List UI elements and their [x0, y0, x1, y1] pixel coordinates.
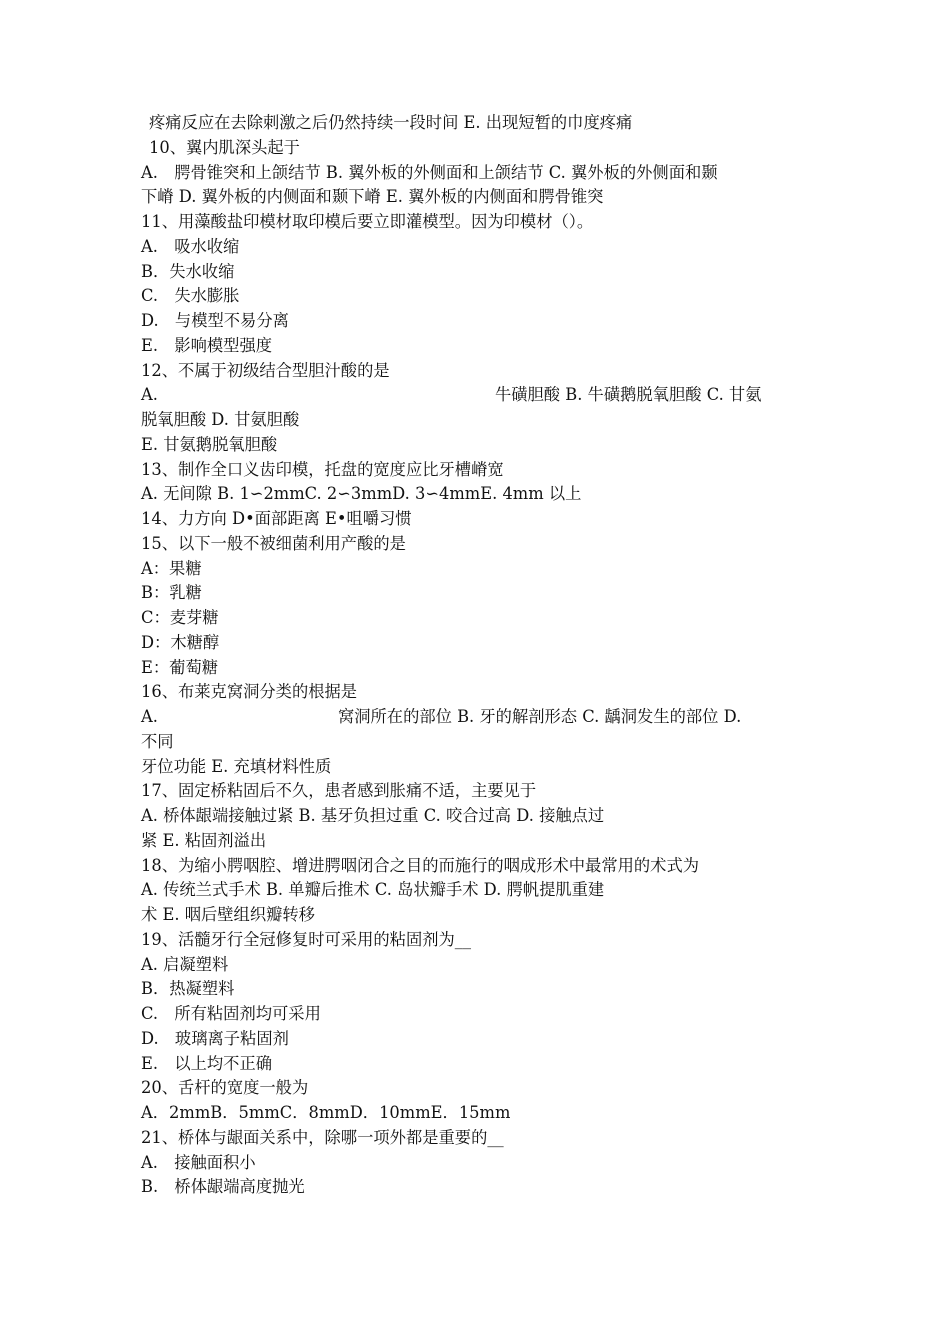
question-21-option-a: A. 接触面积小 [141, 1152, 256, 1172]
question-17-options: A. 桥体龈端接触过紧 B. 基牙负担过重 C. 咬合过高 D. 接触点过 [141, 806, 605, 825]
question-18-options-cont: 术 E. 咽后壁组织瓣转移 [141, 905, 315, 924]
question-19-option-d: D. 玻璃离子粘固剂 [141, 1028, 289, 1048]
question-20-title: 20、舌杆的宽度一般为 [141, 1078, 309, 1098]
question-12-option-e: E. 甘氨鹅脱氧胆酸 [141, 434, 278, 454]
question-15-title: 15、以下一般不被细菌利用产酸的是 [141, 533, 406, 553]
question-11-option-b: B．失水收缩 [141, 261, 235, 281]
question-10-title: 10、翼内肌深头起于 [149, 137, 300, 157]
question-19-option-a: A. 启凝塑料 [141, 954, 229, 974]
question-12-title: 12、不属于初级结合型胆汁酸的是 [141, 360, 390, 380]
option-text: 牛磺胆酸 B. 牛磺鹅脱氧胆酸 C. 甘氨 [494, 385, 762, 405]
question-13-title: 13、制作全口义齿印模，托盘的宽度应比牙槽嵴宽 [141, 459, 504, 479]
option-label: A. [141, 385, 158, 405]
question-18-title: 18、为缩小腭咽腔、增进腭咽闭合之目的而施行的咽成形术中最常用的术式为 [141, 855, 700, 875]
question-11-option-c: C. 失水膨胀 [141, 286, 240, 306]
question-11-title: 11、用藻酸盐印模材取印模后要立即灌模型。因为印模材（）。 [141, 212, 594, 231]
question-15-option-d: D：木糖醇 [141, 632, 220, 652]
document-page [141, 111, 811, 1200]
question-21-option-b: B. 桥体龈端高度抛光 [141, 1177, 305, 1197]
question-15-option-b: B：乳糖 [141, 583, 202, 603]
question-16-options-cont: 不同 [141, 731, 174, 751]
option-text: 窝洞所在的部位 B. 牙的解剖形态 C. 龋洞发生的部位 D. [337, 707, 742, 726]
question-17-options-cont: 紧 E. 粘固剂溢出 [141, 830, 267, 850]
question-19-title: 19、活髓牙行全冠修复时可采用的粘固剂为__ [141, 929, 472, 949]
question-10-options: A. 腭骨锥突和上颌结节 B. 翼外板的外侧面和上颌结节 C. 翼外板的外侧面和颞 [141, 162, 718, 182]
question-11-option-e: E. 影响模型强度 [141, 335, 273, 355]
question-16-options-cont2: 牙位功能 E. 充填材料性质 [141, 756, 332, 776]
question-13-options: A. 无间隙 B. 1∽2mmC. 2∽3mmD. 3∽4mmE. 4mm 以上 [141, 484, 582, 504]
question-17-title: 17、固定桥粘固后不久，患者感到胀痛不适，主要见于 [141, 781, 537, 801]
question-20-options: A．2mmB．5mmC．8mmD．10mmE．15mm [141, 1103, 511, 1122]
question-16-title: 16、布莱克窝洞分类的根据是 [141, 682, 358, 702]
question-19-option-c: C. 所有粘固剂均可采用 [141, 1004, 321, 1023]
question-19-option-e: E. 以上均不正确 [141, 1053, 273, 1073]
question-16-options [141, 705, 811, 730]
question-15-option-a: A：果糖 [141, 558, 202, 578]
question-19-option-b: B．热凝塑料 [141, 979, 235, 999]
question-18-options: A. 传统兰式手术 B. 单瓣后推术 C. 岛状瓣手术 D. 腭帆提肌重建 [141, 880, 605, 900]
text-line: 疼痛反应在去除刺激之后仍然持续一段时间 E. 出现短暂的巾度疼痛 [149, 113, 633, 132]
option-label: A. [141, 707, 158, 726]
question-11-option-a: A. 吸水收缩 [141, 236, 240, 256]
question-14-title: 14、力方向 D•面部距离 E•咀嚼习惯 [141, 509, 412, 528]
question-12-options [141, 383, 811, 408]
question-10-options-cont: 下嵴 D. 翼外板的内侧面和颞下嵴 E. 翼外板的内侧面和腭骨锥突 [141, 187, 604, 207]
question-15-option-c: C：麦芽糖 [141, 608, 219, 627]
question-21-title: 21、桥体与龈面关系中，除哪一项外都是重要的__ [141, 1127, 504, 1147]
question-11-option-d: D. 与模型不易分离 [141, 311, 289, 330]
question-15-option-e: E：葡萄糖 [141, 657, 219, 677]
question-12-options-cont: 脱氧胆酸 D. 甘氨胆酸 [141, 410, 300, 429]
